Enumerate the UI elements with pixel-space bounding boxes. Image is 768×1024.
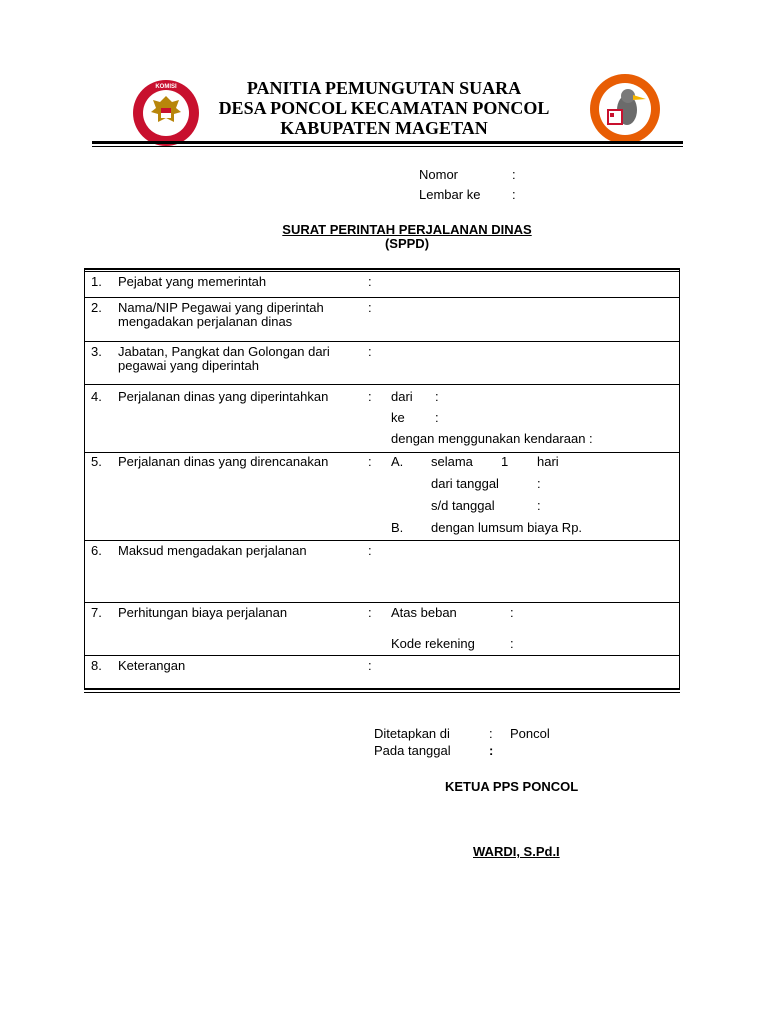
header-rule-thick xyxy=(92,141,683,144)
row-divider xyxy=(84,540,680,541)
row-5-hari-label: hari xyxy=(537,454,559,469)
row-5-lumsum-label: dengan lumsum biaya Rp. xyxy=(431,520,583,535)
row-4-label: Perjalanan dinas yang diperintahkan xyxy=(118,389,329,404)
row-2-label-line1: Nama/NIP Pegawai yang diperintah xyxy=(118,300,324,315)
row-5-number: 5. xyxy=(91,454,102,469)
lembar-label: Lembar ke xyxy=(419,187,481,202)
row-4-ke-colon: : xyxy=(435,410,439,425)
row-5-item-b: B. xyxy=(391,520,404,535)
pada-tanggal-colon: : xyxy=(489,743,494,758)
row-divider xyxy=(84,297,680,298)
row-divider xyxy=(84,655,680,656)
lembar-colon: : xyxy=(512,187,516,202)
row-7-kode-rekening-label: Kode rekening xyxy=(391,636,475,651)
table-bottom-border xyxy=(84,688,680,690)
row-4-ke-label: ke xyxy=(391,410,405,425)
row-divider xyxy=(84,384,680,385)
row-4-dari-colon: : xyxy=(435,389,439,404)
row-8-colon: : xyxy=(368,658,372,673)
row-5-colon: : xyxy=(368,454,372,469)
row-4-dari-label: dari xyxy=(391,389,413,404)
row-6-number: 6. xyxy=(91,543,102,558)
table-right-border xyxy=(679,268,680,690)
signatory-name: WARDI, S.Pd.I xyxy=(473,844,560,859)
row-5-item-a: A. xyxy=(391,454,404,469)
row-7-colon: : xyxy=(368,605,372,620)
table-top-border-inner xyxy=(84,271,680,272)
signatory-position: KETUA PPS PONCOL xyxy=(445,779,579,794)
row-5-selama-label: selama xyxy=(431,454,473,469)
nomor-label: Nomor xyxy=(419,167,459,182)
row-7-atas-beban-colon: : xyxy=(510,605,514,620)
row-1-colon: : xyxy=(368,274,372,289)
row-5-duration-value: 1 xyxy=(501,454,509,469)
row-5-dari-tanggal-colon: : xyxy=(537,476,541,491)
row-3-label-line2: pegawai yang diperintah xyxy=(118,358,259,373)
row-7-label: Perhitungan biaya perjalanan xyxy=(118,605,288,620)
row-6-label: Maksud mengadakan perjalanan xyxy=(118,543,307,558)
header-line-1: PANITIA PEMUNGUTAN SUARA xyxy=(246,78,522,98)
ditetapkan-colon: : xyxy=(489,726,493,741)
row-7-number: 7. xyxy=(91,605,102,620)
table-top-border xyxy=(84,268,680,270)
row-5-dari-tanggal-label: dari tanggal xyxy=(431,476,499,491)
row-1-label: Pejabat yang memerintah xyxy=(118,274,267,289)
row-2-colon: : xyxy=(368,300,372,315)
row-2-label-line2: mengadakan perjalanan dinas xyxy=(118,314,293,329)
ditetapkan-value: Poncol xyxy=(510,726,550,741)
row-divider xyxy=(84,602,680,603)
row-1-number: 1. xyxy=(91,274,102,289)
row-divider xyxy=(84,452,680,453)
row-7-kode-rekening-colon: : xyxy=(510,636,514,651)
row-8-number: 8. xyxy=(91,658,102,673)
pada-tanggal-label: Pada tanggal xyxy=(374,743,451,758)
row-8-label: Keterangan xyxy=(118,658,186,673)
row-4-kendaraan-label: dengan menggunakan kendaraan : xyxy=(391,431,593,446)
row-7-atas-beban-label: Atas beban xyxy=(391,605,457,620)
row-2-number: 2. xyxy=(91,300,102,315)
nomor-colon: : xyxy=(512,167,516,182)
header-line-2: DESA PONCOL KECAMATAN PONCOL xyxy=(218,98,550,118)
row-6-colon: : xyxy=(368,543,372,558)
svg-text:KOMISI: KOMISI xyxy=(155,84,177,90)
header-rule-thin xyxy=(92,146,683,147)
document-abbr: (SPPD) xyxy=(384,236,430,251)
table-left-border xyxy=(84,268,85,690)
header-line-3: KABUPATEN MAGETAN xyxy=(280,118,488,138)
row-3-colon: : xyxy=(368,344,372,359)
ditetapkan-label: Ditetapkan di xyxy=(374,726,450,741)
row-3-label-line1: Jabatan, Pangkat dan Golongan dari xyxy=(118,344,330,359)
row-4-number: 4. xyxy=(91,389,102,404)
row-3-number: 3. xyxy=(91,344,102,359)
document-title: SURAT PERINTAH PERJALANAN DINAS xyxy=(282,222,532,237)
row-divider xyxy=(84,341,680,342)
row-4-colon: : xyxy=(368,389,372,404)
row-5-label: Perjalanan dinas yang direncanakan xyxy=(118,454,329,469)
row-5-sd-tanggal-label: s/d tanggal xyxy=(431,498,495,513)
table-bottom-border-outer xyxy=(84,692,680,693)
row-5-sd-tanggal-colon: : xyxy=(537,498,541,513)
